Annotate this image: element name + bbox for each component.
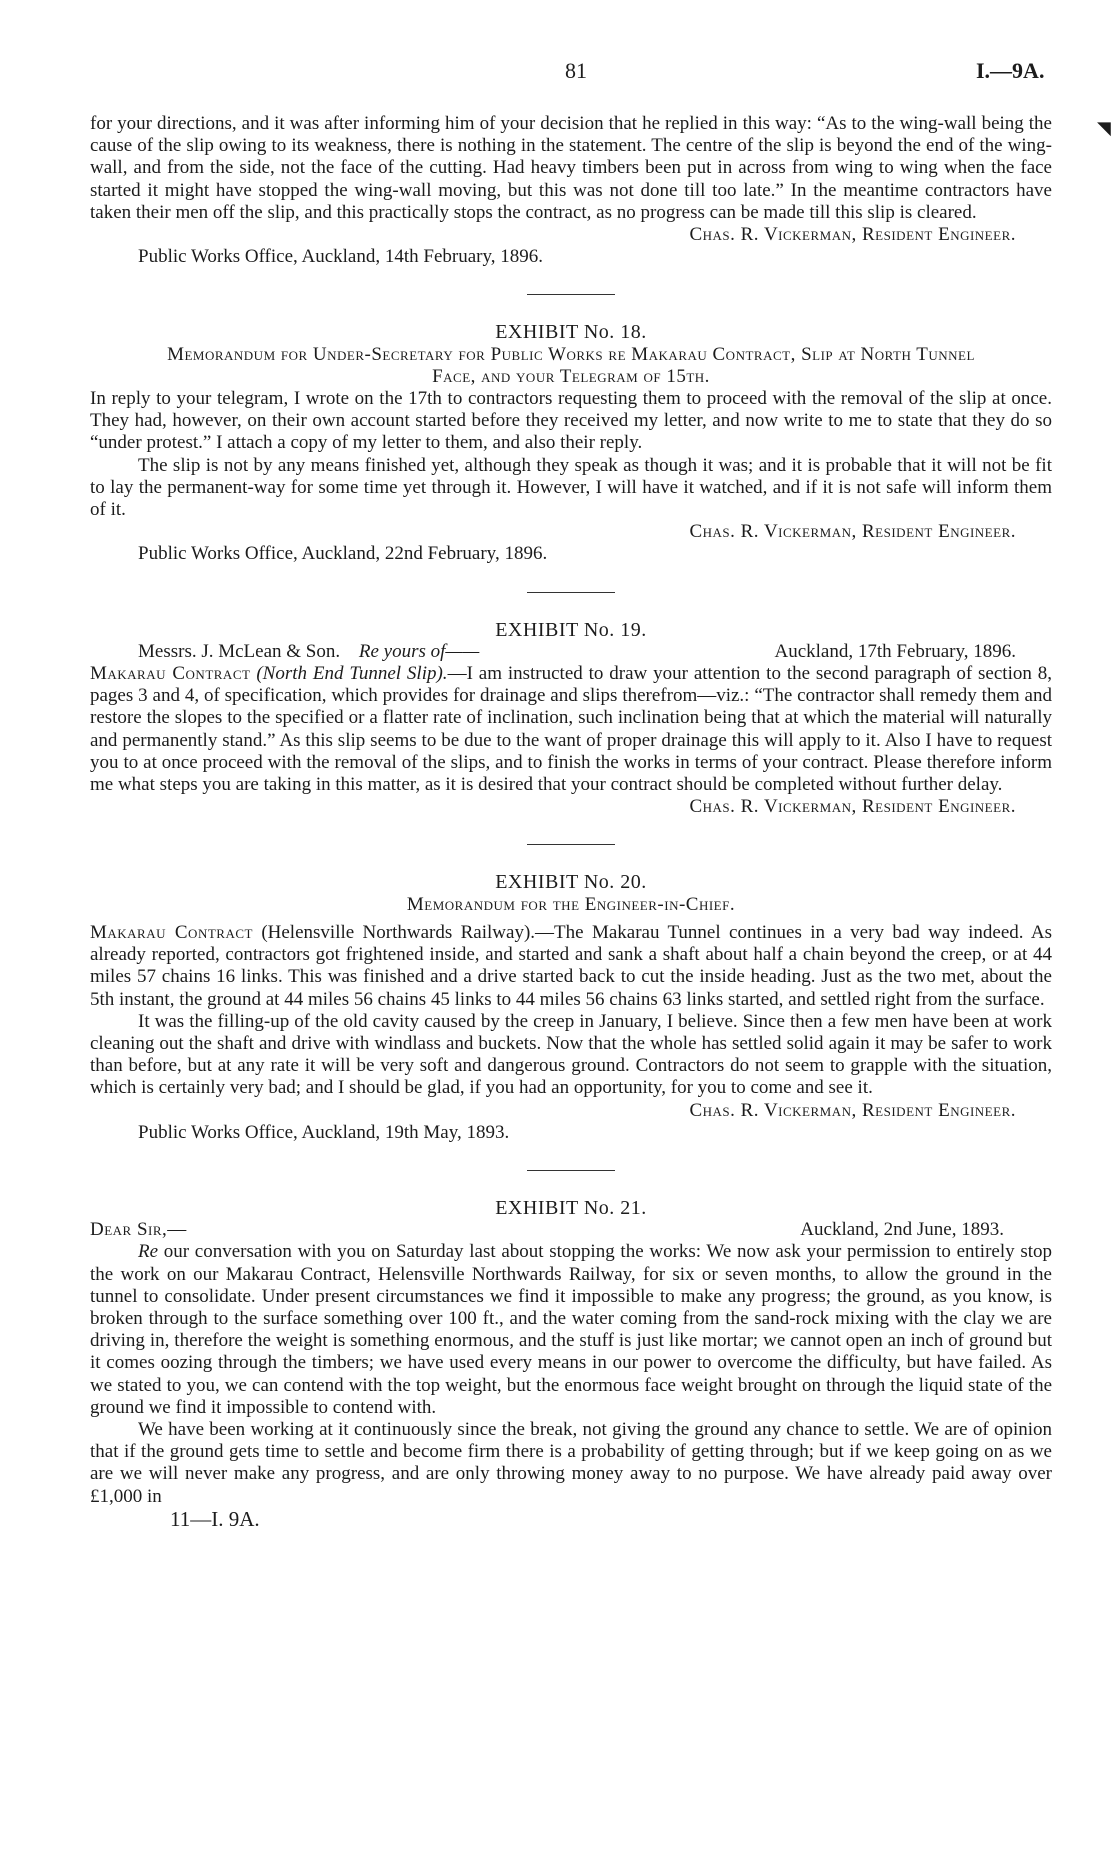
signature: Chas. R. Vickerman, Resident Engineer. xyxy=(689,796,1016,818)
paragraph: Makarau Contract (Helensville Northwards Railway).—The Makarau Tunnel continues in a very bad way indeed. As already reported, contractors got frightened inside, and started and sank a shaft about half a chain beyond the creep, or at 44 miles 57 chains 16 links. This was finished and a drive started back to cut the inside heading. Just as the two met, about the 5th instant, the ground at 44 miles 56 chains 45 links to 44 miles 56 chains 63 links started, and settled right from the surface. xyxy=(90,921,1052,1010)
exhibit-18 xyxy=(90,321,1052,565)
exhibit-title: EXHIBIT No. 20. xyxy=(495,871,647,894)
signature-mark: 11—I. 9A. xyxy=(170,1506,260,1531)
paragraph: Re our conversation with you on Saturday last about stopping the works: We now ask your permission to entirely stop the work on our Makarau Contract, Helensville Northwards Railway, for six or seven months, to allow the ground in the tunnel to consolidate. Under present circumstances we find it impossible to make any progress; the ground, as you know, is broken through to the surface something over 100 ft., and the water coming from the sand-rock mixing with the clay we are driving in, therefore the weight is something enormous, and the stuff is just like mortar; we cannot open an inch of ground but it comes oozing through the timbers; we have used every means in our power to overcome the difficulty, but have failed. As we stated to you, we can contend with the top weight, but the enormous face weight brought on through the liquid state of the ground we find it impossible to contend with. xyxy=(90,1241,1052,1418)
salutation: Dear Sir,— xyxy=(90,1219,187,1241)
letter-date: Auckland, 17th February, 1896. xyxy=(774,640,1016,662)
exhibit-title: EXHIBIT No. 18. xyxy=(495,321,647,344)
exhibit-title: EXHIBIT No. 19. xyxy=(495,618,647,641)
place-date: Public Works Office, Auckland, 14th February, 1896. xyxy=(138,246,543,268)
letter-date: Auckland, 2nd June, 1893. xyxy=(800,1219,1004,1241)
signature: Chas. R. Vickerman, Resident Engineer. xyxy=(689,1099,1016,1121)
place-date: Public Works Office, Auckland, 22nd February, 1896. xyxy=(138,543,548,565)
exhibit-20 xyxy=(90,871,1052,1143)
continuation-paragraph: for your directions, and it was after informing him of your decision that he replied in this way: “As to the wing-wall being the cause of the slip owing to its weakness, there is nothing in the statement. The centre of the slip is beyond the end of the wing-wall, and from the side, not the face of the cutting. Had heavy timbers been put in across from wing to wing when the face started it might have stopped the wing-wall moving, but this was not done till too late.” In the meantime contractors have taken their men off the slip, and this practically stops the contract, as no progress can be made till this slip is cleared. xyxy=(90,113,1052,223)
exhibit-19 xyxy=(90,619,1052,819)
memo-title: Memorandum for the Engineer-in-Chief. xyxy=(406,893,736,915)
letter-body: Makarau Contract (North End Tunnel Slip).—I am instructed to draw your attention to the second paragraph of section 8, pages 3 and 4, of specification, which provides for drainage and slips therefrom—viz.: “The contractor shall remedy them and restore the slopes to the specified or a flatter rate of inclination, such inclination being that at which the material will naturally and permanently stand.” As this slip seems to be due to the want of proper drainage this will apply to it. Also I have to request you to at once proceed with the removal of the slips, and to finish the works in terms of your contract. Please therefore inform me what steps you are taking in this matter, as it is desired that your contract should be completed without further delay. xyxy=(90,663,1052,796)
exhibit-title: EXHIBIT No. 21. xyxy=(495,1196,647,1219)
paragraph: In reply to your telegram, I wrote on the 17th to contractors requesting them to proceed with the removal of the slip at once. They had, however, on their own account started before they received my letter, and now write to me to state that they do so “under protest.” I attach a copy of my letter to them, and also their reply. xyxy=(90,388,1052,454)
place-date: Public Works Office, Auckland, 19th May, 1893. xyxy=(138,1121,510,1143)
margin-mark-icon: ◥ xyxy=(1097,118,1111,138)
continuation-section xyxy=(90,113,1052,268)
letter-header-row xyxy=(90,641,1052,663)
letter-header-row xyxy=(90,1219,1052,1241)
paragraph: The slip is not by any means finished yet, although they speak as though it was; and it is probable that it will not be fit to lay the permanent-way for some time yet through it. However, I will have it watched, and if it is not safe will inform them of it. xyxy=(90,454,1052,521)
paragraph: We have been working at it continuously since the break, not giving the ground any chance to settle. We are of opinion that if the ground gets time to settle and become firm there is a probability of getting through; but if we keep going on as we are we will never make any progress, and are only throwing money away to no purpose. We have already paid away over £1,000 in xyxy=(90,1418,1052,1507)
document-reference: I.—9A. xyxy=(976,58,1045,83)
addressee: Messrs. J. McLean & Son. Re yours of—— xyxy=(138,640,480,662)
re-line: Re yours of—— xyxy=(358,640,480,662)
memo-title: Memorandum for Under-Secretary for Public Works re Makarau Contract, Slip at North Tunnel Face, and your Telegram of 15th. xyxy=(167,343,975,387)
page-number: 81 xyxy=(565,58,587,83)
paragraph: It was the filling-up of the old cavity caused by the creep in January, I believe. Since then a few men have been at work cleaning out the shaft and drive with windlass and buckets. Now that the whole has settled solid again it may be safer to work than before, but at any rate it will be very soft and dangerous ground. Contractors do not seem to grapple with the situation, which is certainly very bad; and I should be glad, if you had an opportunity, for you to come and see it. xyxy=(90,1010,1052,1099)
exhibit-21 xyxy=(90,1197,1052,1530)
signature: Chas. R. Vickerman, Resident Engineer. xyxy=(689,224,1016,246)
signature: Chas. R. Vickerman, Resident Engineer. xyxy=(689,521,1016,543)
text-column xyxy=(90,113,1052,1530)
